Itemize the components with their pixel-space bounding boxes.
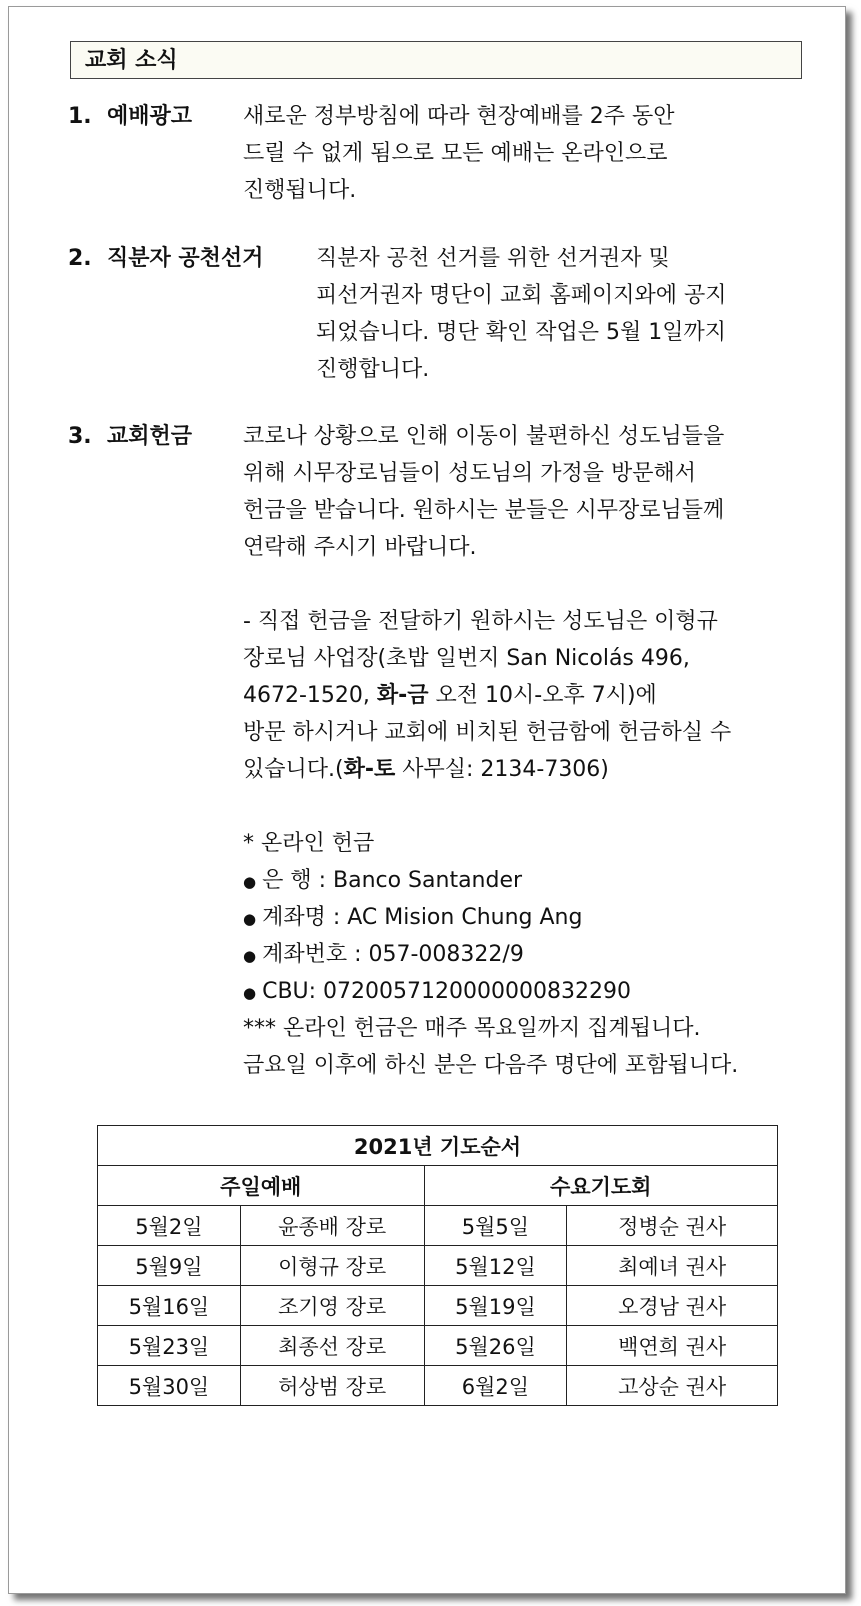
sunday-name: 이형규 장로 xyxy=(240,1246,424,1286)
direct-offering-line: - 직접 헌금을 전달하기 원하시는 성도님은 이형규 xyxy=(243,609,718,634)
wednesday-name: 고상순 권사 xyxy=(567,1366,778,1406)
item-title: 예배광고 xyxy=(107,104,193,129)
table-row xyxy=(98,1366,778,1406)
item-title: 교회헌금 xyxy=(107,424,193,449)
body-line: 직분자 공천 선거를 위한 선거권자 및 xyxy=(316,246,670,271)
online-note-line: *** 온라인 헌금은 매주 목요일까지 집계됩니다. xyxy=(243,1016,701,1041)
wednesday-date: 5월5일 xyxy=(424,1206,567,1246)
body-line: 진행합니다. xyxy=(316,357,430,382)
sunday-name: 허상범 장로 xyxy=(240,1366,424,1406)
body-line: 새로운 정부방침에 따라 현장예배를 2주 동안 xyxy=(243,104,675,129)
direct-offering-line: 4672-1520, 화-금 오전 10시-오후 7시)에 xyxy=(243,683,657,708)
direct-offering-line: 장로님 사업장(초밥 일번지 San Nicolás 496, xyxy=(243,646,690,671)
body-line: 드릴 수 없게 됨으로 모든 예배는 온라인으로 xyxy=(243,141,668,166)
online-offering-heading: * 온라인 헌금 xyxy=(243,831,375,856)
sunday-date: 5월9일 xyxy=(98,1246,241,1286)
item-title: 직분자 공천선거 xyxy=(107,246,264,271)
item-body xyxy=(243,418,738,1084)
account-number-line: ● 계좌번호 : 057-008322/9 xyxy=(243,942,524,967)
wednesday-name: 오경남 권사 xyxy=(567,1286,778,1326)
table-title: 2021년 기도순서 xyxy=(98,1126,778,1166)
direct-offering-line: 방문 하시거나 교회에 비치된 헌금함에 헌금하실 수 xyxy=(243,720,732,745)
wednesday-date: 5월19일 xyxy=(424,1286,567,1326)
body-line: 헌금을 받습니다. 원하시는 분들은 시무장로님들께 xyxy=(243,498,725,523)
bank-line: ● 은 행 : Banco Santander xyxy=(243,868,523,893)
bullet-icon: ● xyxy=(243,910,257,928)
wednesday-date: 6월2일 xyxy=(424,1366,567,1406)
sunday-date: 5월16일 xyxy=(98,1286,241,1326)
table-row xyxy=(98,1206,778,1246)
online-note-line: 금요일 이후에 하신 분은 다음주 명단에 포함됩니다. xyxy=(243,1053,739,1078)
item-number: 2. xyxy=(68,246,92,271)
item-body xyxy=(316,240,727,388)
item-number: 3. xyxy=(68,424,92,449)
bullet-icon: ● xyxy=(243,984,257,1002)
wednesday-date: 5월12일 xyxy=(424,1246,567,1286)
body-line: 연락해 주시기 바랍니다. xyxy=(243,535,477,560)
cbu-line: ● CBU: 0720057120000000832290 xyxy=(243,979,631,1004)
body-line: 피선거권자 명단이 교회 홈페이지와에 공지 xyxy=(316,283,727,308)
sunday-date: 5월23일 xyxy=(98,1326,241,1366)
body-line: 되었습니다. 명단 확인 작업은 5월 1일까지 xyxy=(316,320,726,345)
sunday-header: 주일예배 xyxy=(98,1166,425,1206)
bullet-icon: ● xyxy=(243,947,257,965)
body-line: 위해 시무장로님들이 성도님의 가정을 방문해서 xyxy=(243,461,697,486)
bullet-icon: ● xyxy=(243,873,257,891)
item-body xyxy=(243,98,675,209)
wednesday-name: 정병순 권사 xyxy=(567,1206,778,1246)
wednesday-date: 5월26일 xyxy=(424,1326,567,1366)
sunday-date: 5월2일 xyxy=(98,1206,241,1246)
table-row xyxy=(98,1246,778,1286)
hours-days-bold: 화-금 xyxy=(376,683,429,708)
body-line: 진행됩니다. xyxy=(243,178,357,203)
item-number: 1. xyxy=(68,104,92,129)
body-line: 코로나 상황으로 인해 이동이 불편하신 성도님들을 xyxy=(243,424,725,449)
sunday-name: 조기영 장로 xyxy=(240,1286,424,1326)
sunday-date: 5월30일 xyxy=(98,1366,241,1406)
table-row xyxy=(98,1286,778,1326)
prayer-schedule-table xyxy=(97,1125,778,1406)
account-name-line: ● 계좌명 : AC Mision Chung Ang xyxy=(243,905,583,930)
sunday-name: 윤종배 장로 xyxy=(240,1206,424,1246)
section-header xyxy=(70,41,802,79)
wednesday-name: 최예녀 권사 xyxy=(567,1246,778,1286)
office-days-bold: 화-토 xyxy=(343,757,396,782)
section-title: 교회 소식 xyxy=(85,48,178,73)
wednesday-header: 수요기도회 xyxy=(424,1166,777,1206)
wednesday-name: 백연희 권사 xyxy=(567,1326,778,1366)
sunday-name: 최종선 장로 xyxy=(240,1326,424,1366)
table-row xyxy=(98,1326,778,1366)
direct-offering-line: 있습니다.(화-토 사무실: 2134-7306) xyxy=(243,757,609,782)
